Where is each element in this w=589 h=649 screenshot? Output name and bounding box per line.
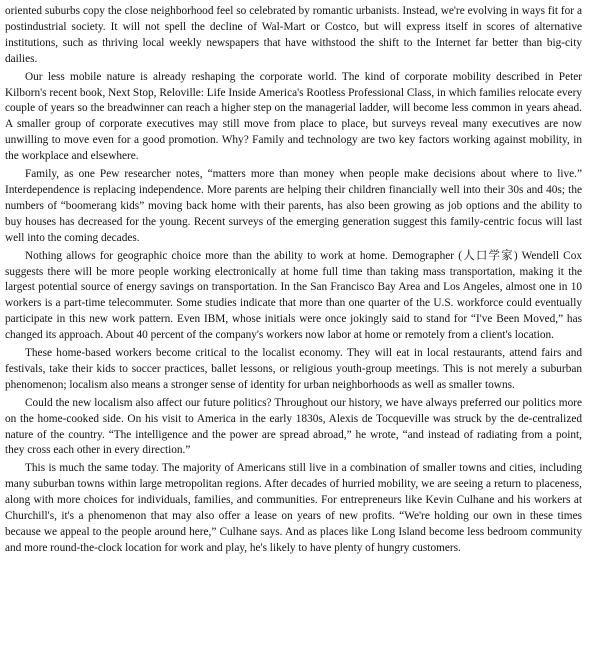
paragraph-5: These home-based workers become critical to the localist economy. They will eat in local restaurants, attend fairs and festivals, take their kids to soccer practices, ballet lessons, or religious youth-group meetings. This is not merely a suburban phenomenon; localism also means a stronger sense of identity for urban neighborhoods as well as smaller towns. <box>5 347 582 391</box>
paragraph-3: Family, as one Pew researcher notes, “matters more than money when people make decisions about where to live.” Interdependence is replacing independence. More parents are helping their children financially well into their 30s and 40s; the numbers of “boomerang kids” moving back home with their parents, has also been growing as job options and the ability to buy houses has decreased for the young. Recent surveys of the emerging generation suggest this family-centric focus will last well into the coming decades. <box>5 168 582 244</box>
paragraph-4: Nothing allows for geographic choice more than the ability to work at home. Demographer (人口学家) Wendell Cox suggests there will be more people working electronically at home full time than taking mass transportation, making it the largest potential source of energy savings on transportation. In the San Francisco Bay Area and Los Angeles, almost one in 10 workers is a part-time telecommuter. Some studies indicate that more than one quarter of the U.S. workforce could eventually participate in this new work pattern. Even IBM, whose initials were once jokingly said to stand for “I've Been Moved,” has changed its approach. About 40 percent of the company's workers now labor at home or remotely from a client's location. <box>5 249 582 342</box>
paragraph-2: Our less mobile nature is already reshaping the corporate world. The kind of corporate mobility described in Peter Kilborn's recent book, Next Stop, Reloville: Life Inside America's Rootless Professional Class, in which families relocate every couple of years so the breadwinner can reach a higher step on the managerial ladder, will become less common in years ahead. A smaller group of corporate executives may still move from place to place, but surveys reveal many executives are now unwilling to move even for a good promotion. Why? Family and technology are two key factors working against mobility, in the workplace and elsewhere. <box>5 70 582 163</box>
paragraph-7: This is much the same today. The majority of Americans still live in a combination of smaller towns and cities, including many suburban towns within large metropolitan regions. After decades of hurried mobility, we are seeing a return to placeness, along with more choices for individuals, families, and communities. For entrepreneurs like Kevin Culhane and his workers at Churchill's, it's a phenomenon that may also offer a lease on years of new profits. “We're holding our own in these times because we appeal to the people around here,” Culhane says. And as places like Long Island become less bedroom community and more round-the-clock location for work and play, he's likely to have plenty of hungry customers. <box>5 462 582 554</box>
paragraph-6: Could the new localism also affect our future politics? Throughout our history, we have always preferred our politics more on the home-cooked side. On his visit to America in the early 1830s, Alexis de Tocqueville was struck by the de-centralized nature of the country. “The intelligence and the power are spread abroad,” he wrote, “and instead of radiating from a point, they cross each other in every direction.” <box>5 396 582 457</box>
paragraph-1: oriented suburbs copy the close neighborhood feel so celebrated by romantic urbanists. Instead, we're evolving in ways fit for a postindustrial society. It will not spell the decline of Wal-Mart or Costco, but will express itself in scores of alternative institutions, such as thriving local weekly newspapers that have withstood the shift to the Internet far better than big-city dailies. <box>5 5 582 65</box>
